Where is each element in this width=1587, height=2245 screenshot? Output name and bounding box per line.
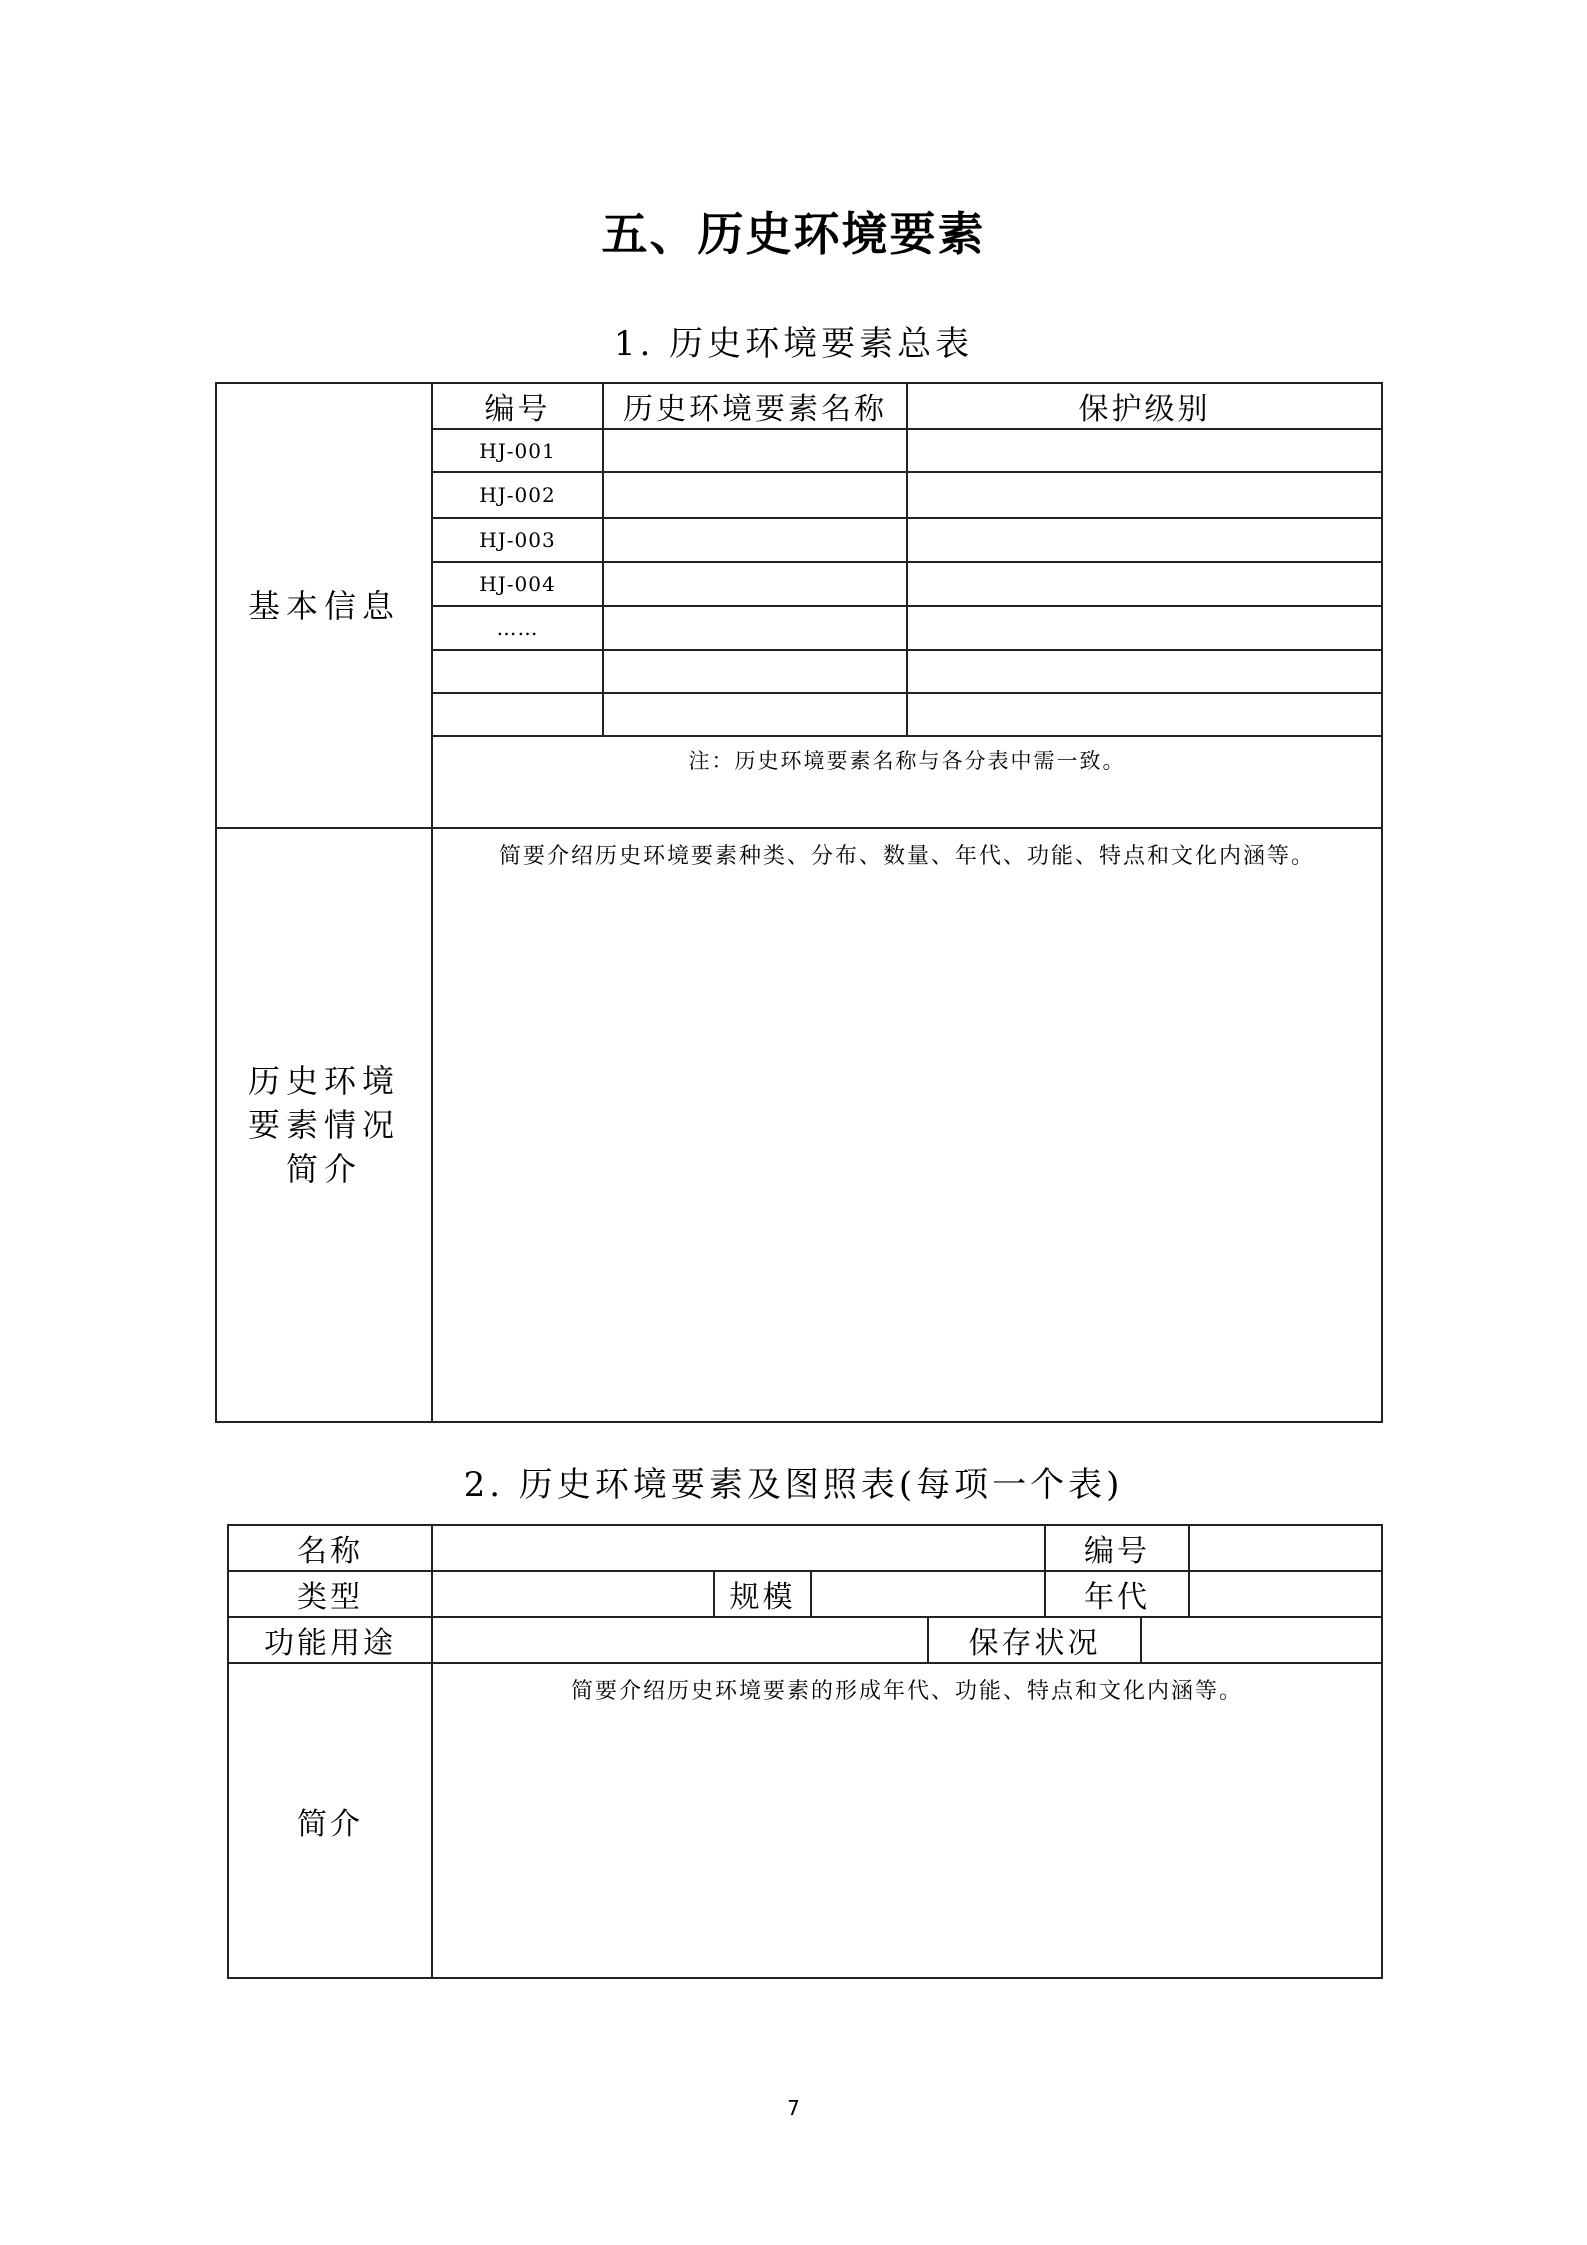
level-cell[interactable] (907, 518, 1382, 562)
page-title: 五、历史环境要素 (601, 207, 986, 261)
level-cell[interactable] (907, 472, 1382, 518)
header-code: 编号 (432, 383, 603, 429)
level-cell[interactable] (907, 562, 1382, 606)
code-cell (432, 650, 603, 693)
summary-table (215, 382, 1383, 1423)
code-cell: HJ-004 (432, 562, 603, 606)
intro-field[interactable]: 简要介绍历史环境要素的形成年代、功能、特点和文化内涵等。 (432, 1663, 1382, 1978)
header-name: 历史环境要素名称 (603, 383, 907, 429)
page-number: 7 (787, 2096, 800, 2120)
intro-field[interactable]: 简要介绍历史环境要素种类、分布、数量、年代、功能、特点和文化内涵等。 (432, 828, 1382, 1422)
intro-label-text: 历史环境要素情况简介 (247, 1062, 400, 1188)
name-label: 名称 (228, 1525, 432, 1571)
era-field[interactable] (1189, 1571, 1382, 1617)
code-field[interactable] (1189, 1525, 1382, 1571)
level-cell[interactable] (907, 429, 1382, 472)
name-cell[interactable] (603, 562, 907, 606)
type-label: 类型 (228, 1571, 432, 1617)
name-cell[interactable] (603, 518, 907, 562)
scale-label: 规模 (714, 1571, 811, 1617)
name-cell[interactable] (603, 429, 907, 472)
function-label: 功能用途 (228, 1617, 432, 1663)
name-cell[interactable] (603, 472, 907, 518)
name-cell[interactable] (603, 693, 907, 736)
code-cell (432, 693, 603, 736)
header-level: 保护级别 (907, 383, 1382, 429)
basic-info-label: 基本信息 (216, 383, 432, 828)
code-cell: HJ-001 (432, 429, 603, 472)
code-cell: HJ-003 (432, 518, 603, 562)
code-cell: HJ-002 (432, 472, 603, 518)
scale-field[interactable] (811, 1571, 1045, 1617)
name-cell[interactable] (603, 650, 907, 693)
level-cell[interactable] (907, 693, 1382, 736)
type-field[interactable] (432, 1571, 714, 1617)
element-photo-table-body (227, 1524, 1383, 1979)
era-label: 年代 (1045, 1571, 1189, 1617)
level-cell[interactable] (907, 650, 1382, 693)
intro-label: 简介 (228, 1663, 432, 1978)
name-field[interactable] (432, 1525, 1045, 1571)
intro-label (216, 828, 432, 1422)
condition-label: 保存状况 (928, 1617, 1141, 1663)
function-field[interactable] (432, 1617, 928, 1663)
condition-field[interactable] (1141, 1617, 1382, 1663)
code-label: 编号 (1045, 1525, 1189, 1571)
name-consistency-note: 注：历史环境要素名称与各分表中需一致。 (432, 736, 1382, 828)
name-cell[interactable] (603, 606, 907, 650)
section1-title: 1. 历史环境要素总表 (613, 324, 974, 364)
code-cell: …… (432, 606, 603, 650)
level-cell[interactable] (907, 606, 1382, 650)
section2-title: 2. 历史环境要素及图照表(每项一个表) (463, 1465, 1124, 1505)
